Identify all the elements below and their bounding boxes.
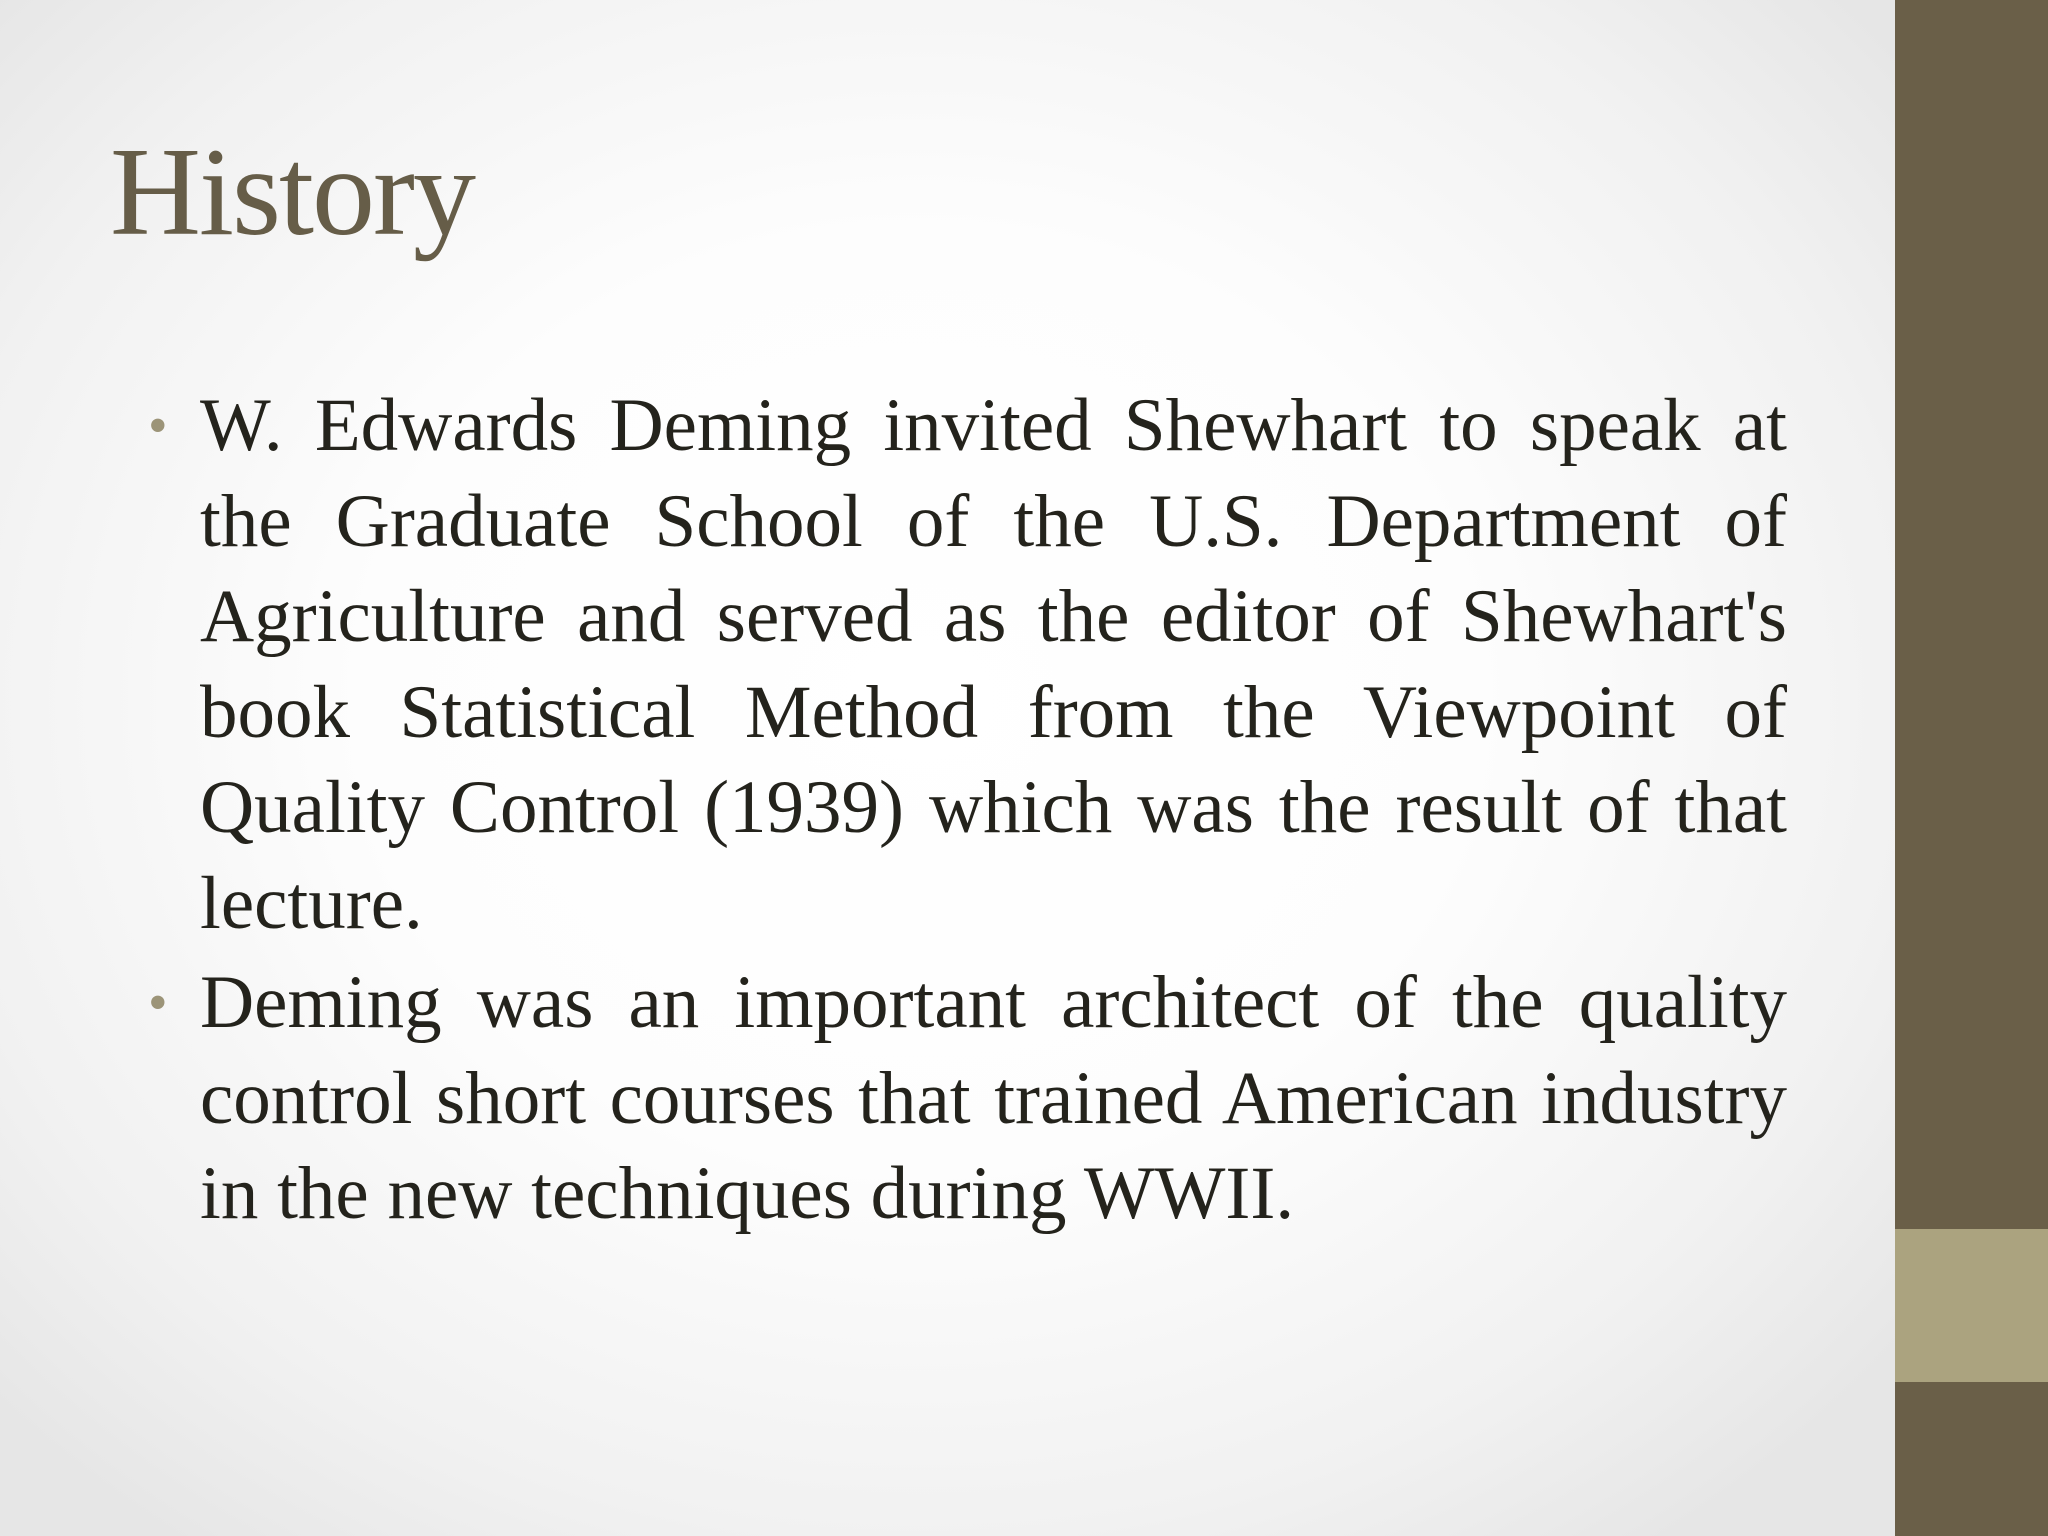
bullet-item (148, 955, 1787, 1242)
bullet-marker-icon: • (148, 395, 168, 457)
bullet-item (148, 378, 1787, 951)
bullet-marker-icon: • (148, 972, 168, 1034)
bullet-text: Deming was an important architect of the quality control short courses that trained American industry in the new techniques during WWII. (200, 961, 1787, 1235)
slide-title: History (110, 123, 474, 262)
bullet-text: W. Edwards Deming invited Shewhart to speak at the Graduate School of the U.S. Department of Agriculture and served as the editor of Shewhart's book Statistical Method from the Viewpoint of Quality Control (1939) which was the result of that lecture. (200, 384, 1787, 945)
bullet-list (148, 378, 1787, 1246)
decorative-side-accent (1895, 1229, 2048, 1382)
